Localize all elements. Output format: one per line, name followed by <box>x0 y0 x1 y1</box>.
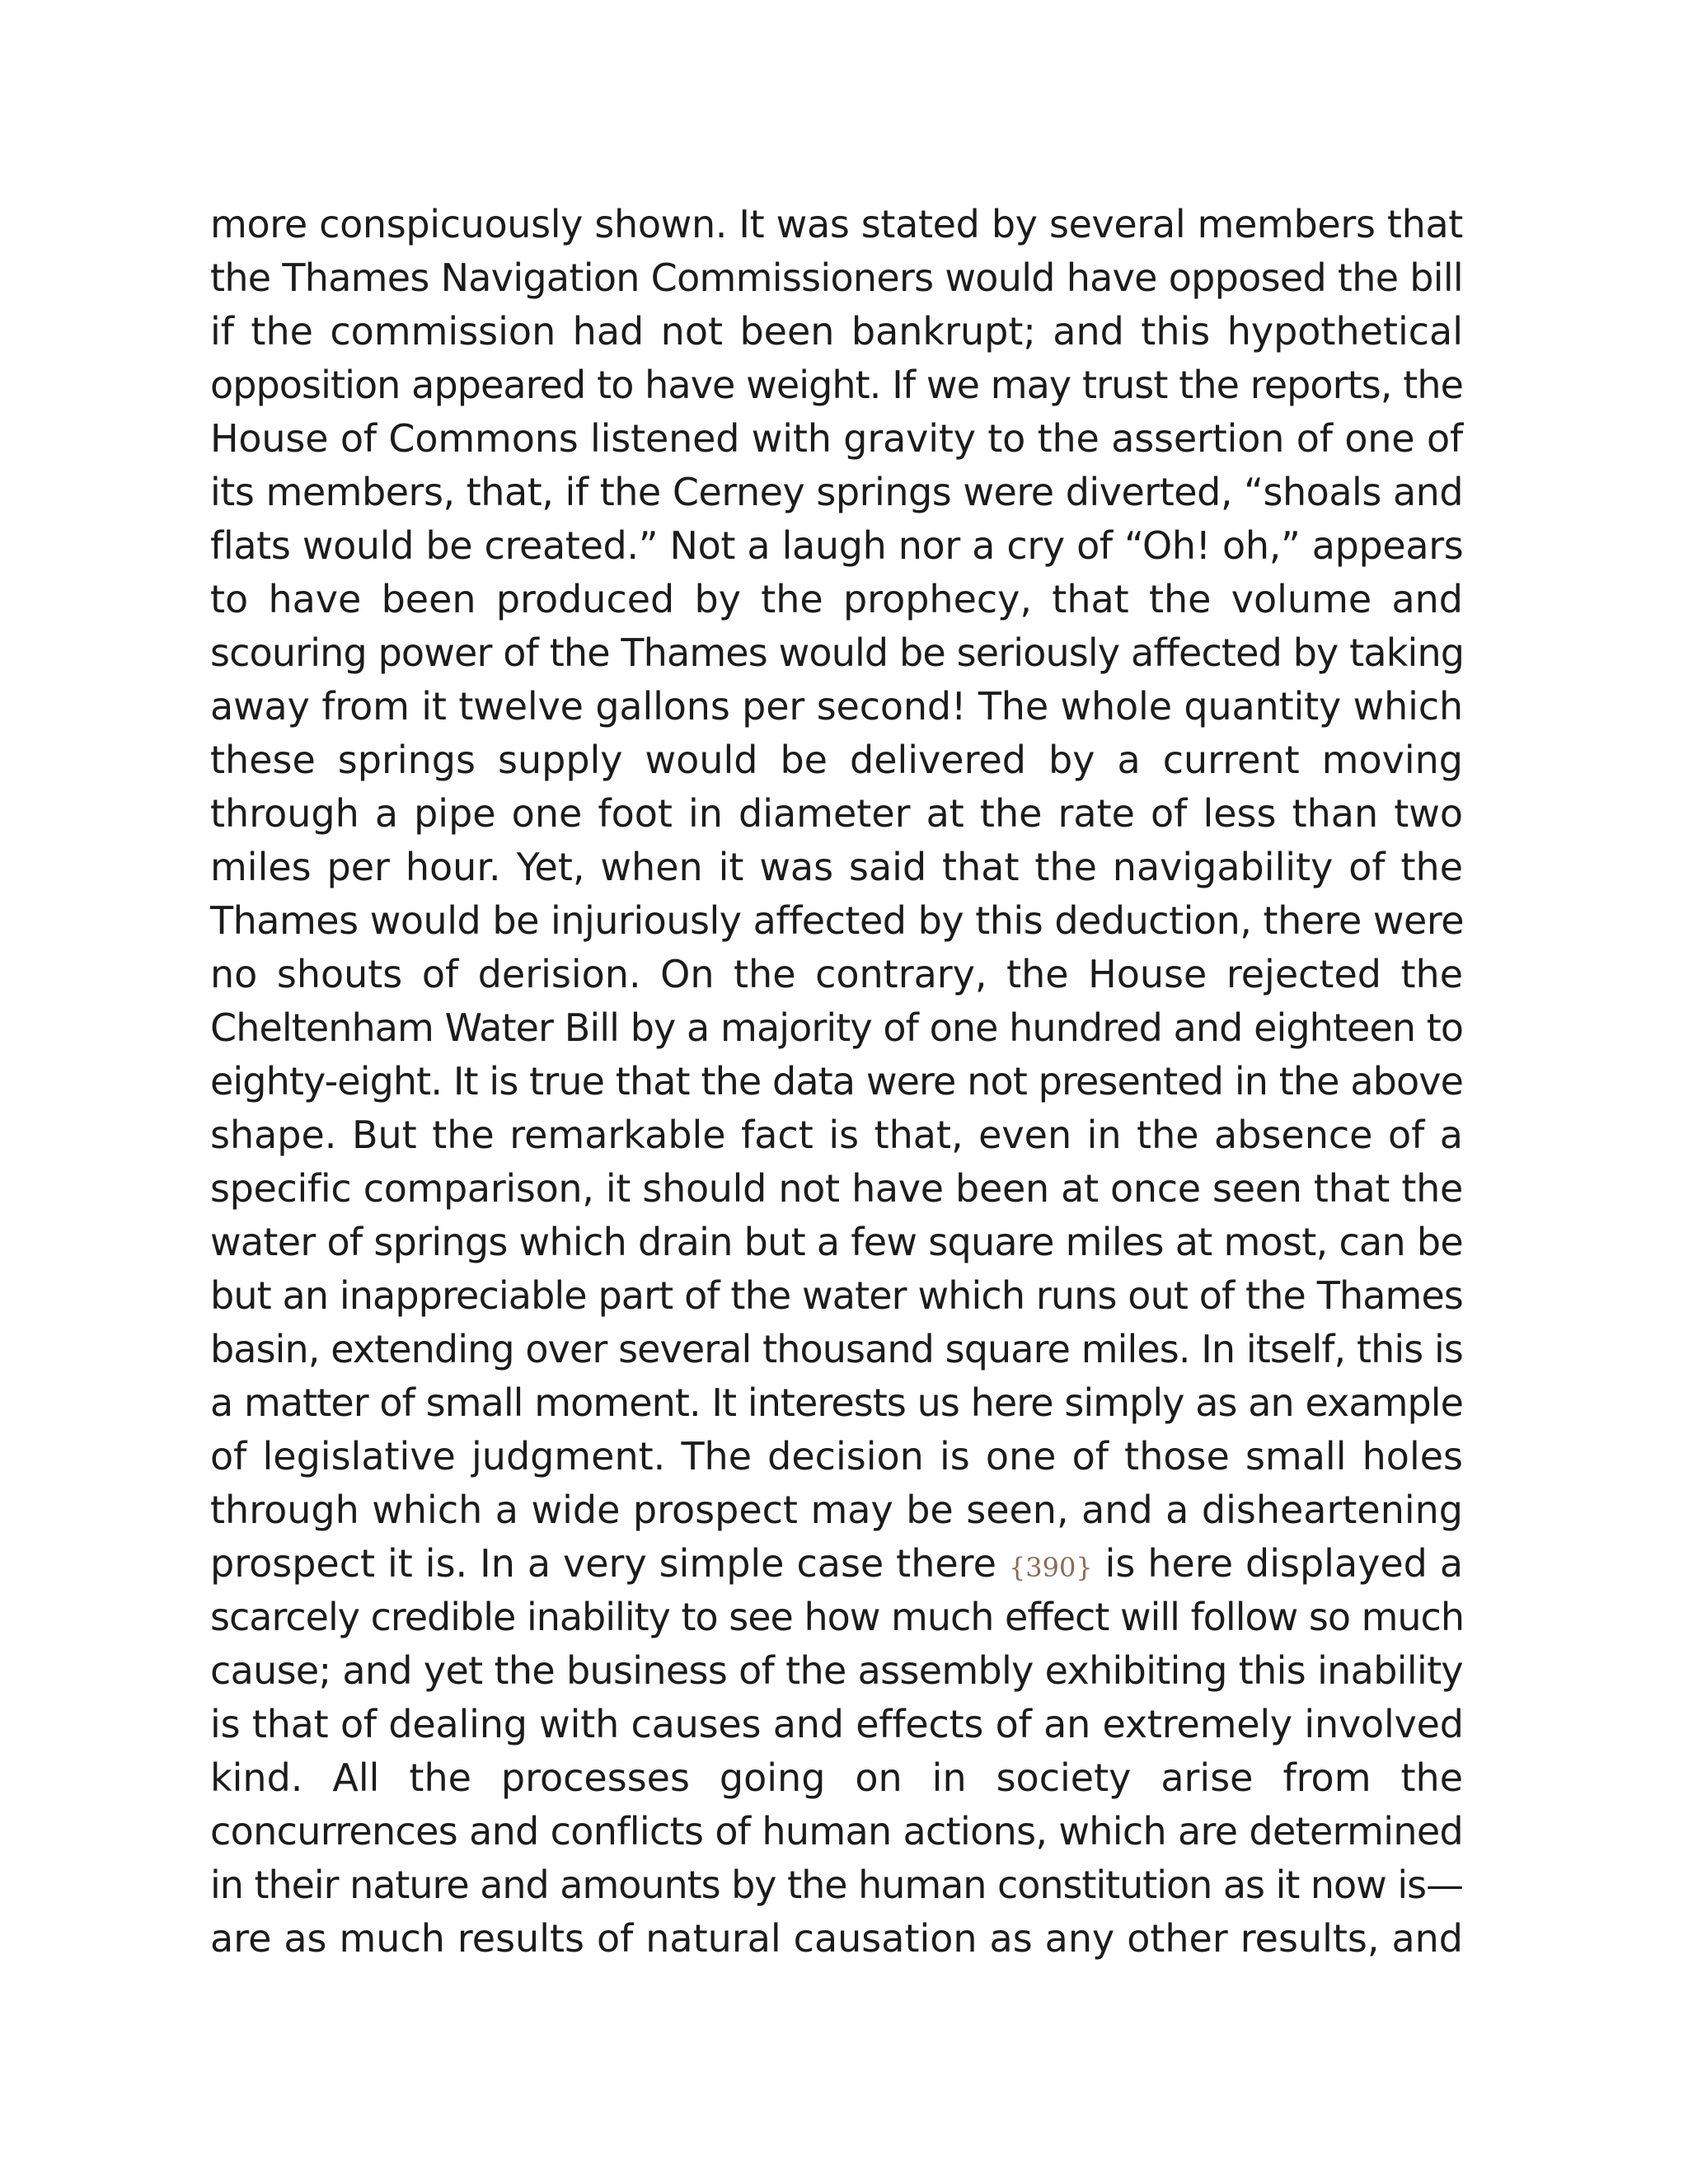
text-line: but an inappreciable part of the water which runs out of the Thames <box>210 1273 1463 1318</box>
text-line: Thames would be injuriously affected by this deduction, there were <box>210 898 1465 943</box>
text-line: more conspicuously shown. It was stated by several members that <box>210 202 1463 246</box>
text-line: the Thames Navigation Commissioners would have opposed the bill <box>210 255 1463 300</box>
page-number-marker[interactable]: {390} <box>1008 1552 1093 1583</box>
text-line: scarcely credible inability to see how much effect will follow so much <box>210 1595 1464 1639</box>
text-line: scouring power of the Thames would be seriously affected by taking <box>210 630 1465 675</box>
text-line: of legislative judgment. The decision is one of those small holes <box>210 1434 1463 1479</box>
text-line: its members, that, if the Cerney springs were diverted, “shoals and <box>210 470 1464 514</box>
text-line: a matter of small moment. It interests us here simply as an example <box>210 1380 1463 1425</box>
text-line: away from it twelve gallons per second! The whole quantity which <box>210 684 1464 729</box>
text-line: basin, extending over several thousand square miles. In itself, this is <box>210 1327 1463 1371</box>
text-fragment: prospect it is. In a very simple case there <box>210 1541 996 1586</box>
text-line: water of springs which drain but a few square miles at most, can be <box>210 1220 1463 1264</box>
body-text <box>210 198 1463 1966</box>
text-line: opposition appeared to have weight. If we may trust the reports, the <box>210 363 1463 407</box>
text-line: shape. But the remarkable fact is that, even in the absence of a <box>210 1113 1463 1157</box>
text-line: through a pipe one foot in diameter at the rate of less than two <box>210 791 1463 836</box>
text-line: is that of dealing with causes and effects of an extremely involved <box>210 1702 1464 1746</box>
text-line: concurrences and conflicts of human actions, which are determined <box>210 1809 1463 1854</box>
text-line: to have been produced by the prophecy, that the volume and <box>210 577 1463 621</box>
text-line: no shouts of derision. On the contrary, the House rejected the <box>210 952 1463 996</box>
text-line: are as much results of natural causation as any other results, and <box>210 1916 1463 1961</box>
text-line: House of Commons listened with gravity to the assertion of one of <box>210 416 1463 461</box>
text-line: in their nature and amounts by the human constitution as it now is— <box>210 1863 1463 1907</box>
text-line: eighty-eight. It is true that the data were not presented in the above <box>210 1059 1463 1104</box>
text-line: these springs supply would be delivered by a current moving <box>210 738 1463 782</box>
text-line: flats would be created.” Not a laugh nor a cry of “Oh! oh,” appears <box>210 523 1464 568</box>
text-line: if the commission had not been bankrupt; and this hypothetical <box>210 309 1463 354</box>
text-line: through which a wide prospect may be seen, and a disheartening <box>210 1488 1463 1532</box>
text-line: kind. All the processes going on in society arise from the <box>210 1755 1463 1800</box>
text-fragment: is here displayed a <box>1104 1541 1464 1586</box>
text-line: miles per hour. Yet, when it was said that the navigability of the <box>210 845 1463 889</box>
text-line-with-page-marker <box>210 1537 1463 1591</box>
text-line: specific comparison, it should not have been at once seen that the <box>210 1166 1463 1211</box>
text-line: Cheltenham Water Bill by a majority of one hundred and eighteen to <box>210 1005 1464 1050</box>
text-line: cause; and yet the business of the assembly exhibiting this inability <box>210 1648 1463 1693</box>
